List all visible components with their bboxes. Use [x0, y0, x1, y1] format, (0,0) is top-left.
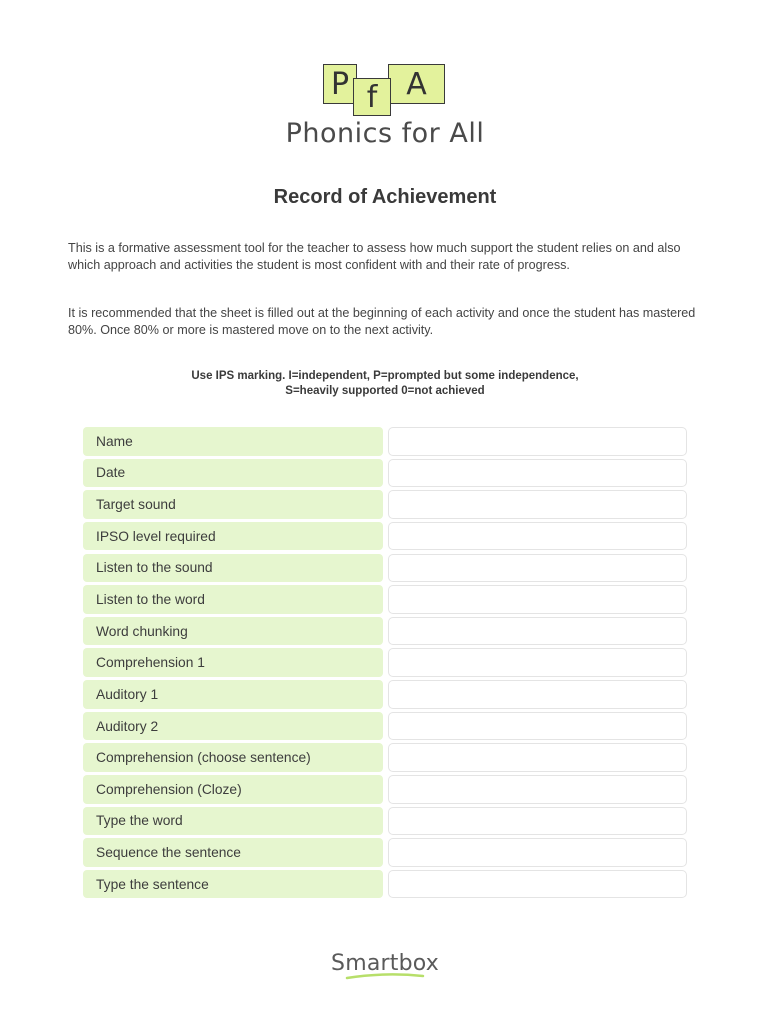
- form-row-label: Comprehension (Cloze): [83, 775, 383, 804]
- form-row-label: Type the sentence: [83, 870, 383, 899]
- intro-paragraph-2: It is recommended that the sheet is filled out at the beginning of each activity and once the student has mastered 80%. Once 80% or more is mastered move on to the next activity.: [68, 306, 696, 337]
- form-row-label: IPSO level required: [83, 522, 383, 551]
- page-title: Record of Achievement: [273, 186, 497, 208]
- intro-paragraph-1: This is a formative assessment tool for the teacher to assess how much support the student relies on and also which approach and activities the student is most confident with and their rate of progress.: [68, 241, 681, 272]
- form-row-value-field[interactable]: [388, 838, 687, 867]
- form-row-label: Name: [83, 427, 383, 456]
- logo-tile-a: A: [388, 64, 445, 104]
- form-row-value-field[interactable]: [388, 427, 687, 456]
- form-row-label: Comprehension 1: [83, 648, 383, 677]
- logo-tile-f: f: [353, 78, 391, 116]
- form-row: [83, 870, 688, 899]
- form-row-value-field[interactable]: [388, 743, 687, 772]
- form-row-label: Target sound: [83, 490, 383, 519]
- form-row-value-field[interactable]: [388, 490, 687, 519]
- marking-line-1: Use IPS marking. I=independent, P=prompted but some independence,: [191, 370, 579, 382]
- form-row-value-field[interactable]: [388, 648, 687, 677]
- form-row: [83, 617, 688, 646]
- form-row-label: Listen to the word: [83, 585, 383, 614]
- marking-line-2: S=heavily supported 0=not achieved: [285, 385, 485, 397]
- form-row-label: Date: [83, 459, 383, 488]
- form-row-value-field[interactable]: [388, 617, 687, 646]
- pfa-logo: [323, 62, 448, 122]
- form-row-label: Type the word: [83, 807, 383, 836]
- form-row-value-field[interactable]: [388, 585, 687, 614]
- form-row: [83, 680, 688, 709]
- form-row-label: Auditory 2: [83, 712, 383, 741]
- marking-instructions: [0, 369, 770, 399]
- form-row-label: Sequence the sentence: [83, 838, 383, 867]
- form-row-value-field[interactable]: [388, 870, 687, 899]
- form-row: [83, 648, 688, 677]
- form-row: [83, 838, 688, 867]
- form-row: [83, 712, 688, 741]
- form-row-value-field[interactable]: [388, 712, 687, 741]
- form-row-label: Word chunking: [83, 617, 383, 646]
- form-row-label: Auditory 1: [83, 680, 383, 709]
- form-row-label: Listen to the sound: [83, 554, 383, 583]
- form-row-label: Comprehension (choose sentence): [83, 743, 383, 772]
- achievement-form: [83, 427, 688, 902]
- brand-name: Phonics for All: [285, 118, 485, 149]
- form-row: [83, 554, 688, 583]
- form-row: [83, 585, 688, 614]
- smartbox-wordmark: Smartbox: [331, 951, 439, 976]
- form-row-value-field[interactable]: [388, 807, 687, 836]
- form-row: [83, 743, 688, 772]
- form-row-value-field[interactable]: [388, 522, 687, 551]
- logo-tile-p: P: [323, 64, 357, 104]
- form-row-value-field[interactable]: [388, 459, 687, 488]
- form-row: [83, 459, 688, 488]
- form-row: [83, 427, 688, 456]
- form-row-value-field[interactable]: [388, 775, 687, 804]
- form-row-value-field[interactable]: [388, 680, 687, 709]
- form-row: [83, 522, 688, 551]
- form-row: [83, 807, 688, 836]
- smartbox-logo: [0, 951, 770, 980]
- form-row-value-field[interactable]: [388, 554, 687, 583]
- form-row: [83, 490, 688, 519]
- form-row: [83, 775, 688, 804]
